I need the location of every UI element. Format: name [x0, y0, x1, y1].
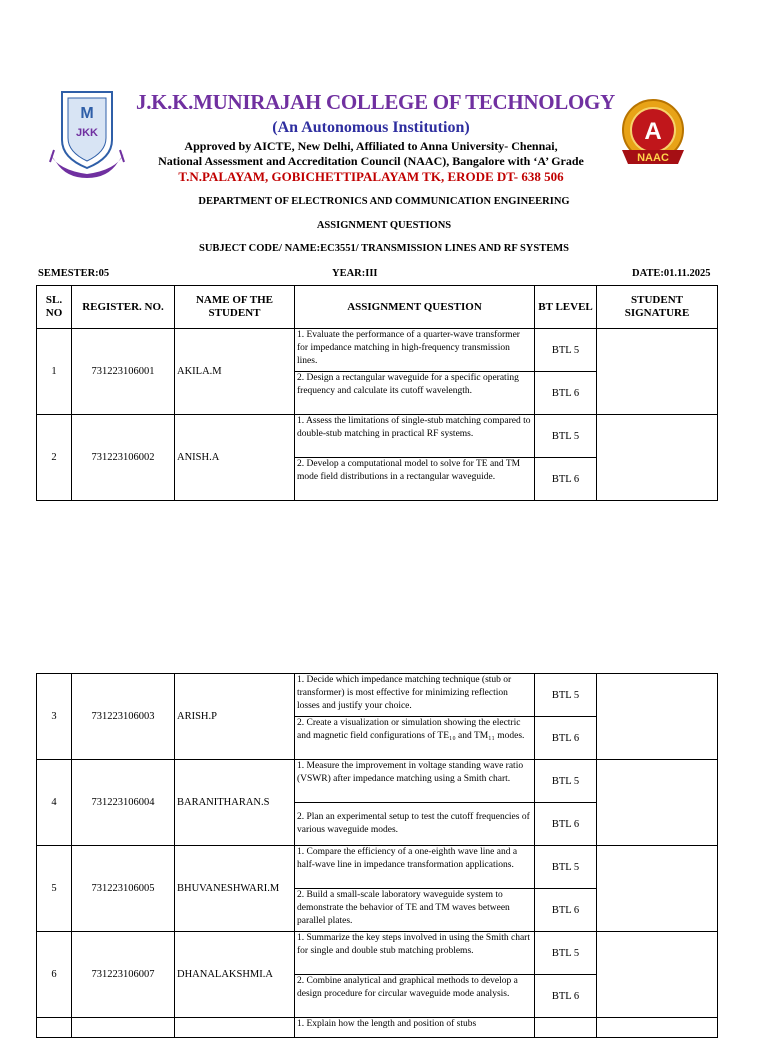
col-register-no: REGISTER. NO. [72, 286, 175, 329]
logo-left-text: JKK [75, 127, 99, 139]
register-no-cell: 731223106003 [72, 674, 175, 760]
register-no-cell: 731223106007 [72, 932, 175, 1018]
approval-line-1: Approved by AICTE, New Delhi, Affiliated to Anna University- Chennai, [184, 139, 558, 153]
question-cell: 1. Evaluate the performance of a quarter-wave transformer for impedance matching in high-frequency transmission lines. [295, 329, 535, 372]
semester-label: SEMESTER:05 [38, 268, 110, 279]
naac-grade-letter: A [644, 118, 662, 145]
question-cell: 2. Combine analytical and graphical methods to develop a design procedure for circular waveguide mode analysis. [295, 975, 535, 1018]
table-row [37, 846, 718, 889]
college-name: J.K.K.MUNIRAJAH COLLEGE OF TECHNOLOGY [136, 90, 615, 114]
sl-no-cell: 2 [37, 415, 72, 501]
assignment-table-2 [36, 673, 718, 1038]
department-name: DEPARTMENT OF ELECTRONICS AND COMMUNICATION ENGINEERING [198, 196, 570, 207]
naac-badge-icon [612, 94, 694, 176]
approval-text [136, 139, 606, 169]
question-cell: 2. Design a rectangular waveguide for a specific operating frequency and calculate its cutoff wavelength. [295, 372, 535, 415]
col-assignment-question: ASSIGNMENT QUESTION [295, 286, 535, 329]
table-header-row [37, 286, 718, 329]
sl-no-cell: 3 [37, 674, 72, 760]
bt-level-cell: BTL 6 [535, 372, 597, 415]
bt-level-cell: BTL 5 [535, 415, 597, 458]
sl-no-cell: 6 [37, 932, 72, 1018]
bt-level-cell [535, 1018, 597, 1038]
signature-cell[interactable] [597, 760, 718, 846]
student-name-cell: ARISH.P [175, 674, 295, 760]
date-label: DATE:01.11.2025 [632, 268, 711, 279]
register-no-cell [72, 1018, 175, 1038]
question-cell: 2. Develop a computational model to solve for TE and TM mode field distributions in a rectangular waveguide. [295, 458, 535, 501]
approval-line-2: National Assessment and Accreditation Council (NAAC), Bangalore with ‘A’ Grade [158, 154, 584, 168]
table-row [37, 329, 718, 372]
table-row [37, 932, 718, 975]
student-name-cell: BHUVANESHWARI.M [175, 846, 295, 932]
register-no-cell: 731223106002 [72, 415, 175, 501]
document-header [0, 0, 768, 290]
student-name-cell: DHANALAKSHMI.A [175, 932, 295, 1018]
bt-level-cell: BTL 6 [535, 803, 597, 846]
register-no-cell: 731223106005 [72, 846, 175, 932]
signature-cell[interactable] [597, 846, 718, 932]
question-cell: 1. Measure the improvement in voltage standing wave ratio (VSWR) after impedance matching using a Smith chart. [295, 760, 535, 803]
bt-level-cell: BTL 5 [535, 760, 597, 803]
student-name-cell: AKILA.M [175, 329, 295, 415]
college-logo-icon [48, 88, 126, 180]
student-name-cell: ANISH.A [175, 415, 295, 501]
college-logo [48, 88, 126, 180]
student-name-cell [175, 1018, 295, 1038]
naac-badge [612, 94, 694, 176]
bt-level-cell: BTL 5 [535, 674, 597, 717]
signature-cell[interactable] [597, 415, 718, 501]
sl-no-cell: 5 [37, 846, 72, 932]
subject-line: SUBJECT CODE/ NAME:EC3551/ TRANSMISSION LINES AND RF SYSTEMS [198, 243, 569, 254]
autonomous-status: (An Autonomous Institution) [272, 119, 470, 136]
sl-no-cell: 1 [37, 329, 72, 415]
question-cell: 2. Plan an experimental setup to test the cutoff frequencies of various waveguide modes. [295, 803, 535, 846]
document-title: ASSIGNMENT QUESTIONS [316, 220, 452, 231]
svg-text:M: M [80, 105, 94, 122]
college-location: T.N.PALAYAM, GOBICHETTIPALAYAM TK, ERODE DT- 638 506 [178, 169, 564, 184]
bt-level-cell: BTL 6 [535, 975, 597, 1018]
bt-level-cell: BTL 5 [535, 329, 597, 372]
question-cell: 1. Decide which impedance matching technique (stub or transformer) is most effective for minimizing reflection losses and justify your choice. [295, 674, 535, 717]
signature-cell[interactable] [597, 932, 718, 1018]
question-cell: 2. Build a small-scale laboratory waveguide system to demonstrate the behavior of TE and TM waves between parallel plates. [295, 889, 535, 932]
question-cell: 1. Summarize the key steps involved in using the Smith chart for single and double stub matching problems. [295, 932, 535, 975]
sl-no-cell: 4 [37, 760, 72, 846]
bt-level-cell: BTL 6 [535, 458, 597, 501]
table-row-partial [37, 1018, 718, 1038]
year-label: YEAR:III [332, 268, 378, 279]
question-cell: 2. Create a visualization or simulation showing the electric and magnetic field configurations of TE₁₀ and TM₁₁ modes. [295, 717, 535, 760]
signature-cell[interactable] [597, 674, 718, 760]
signature-cell[interactable] [597, 329, 718, 415]
register-no-cell: 731223106001 [72, 329, 175, 415]
bt-level-cell: BTL 5 [535, 846, 597, 889]
register-no-cell: 731223106004 [72, 760, 175, 846]
question-cell: 1. Explain how the length and position of stubs [295, 1018, 535, 1038]
table-row [37, 674, 718, 717]
student-name-cell: BARANITHARAN.S [175, 760, 295, 846]
question-cell: 1. Compare the efficiency of a one-eighth wave line and a half-wave line in impedance transformation applications. [295, 846, 535, 889]
col-sl-no: SL. NO [37, 286, 72, 329]
table-row [37, 415, 718, 458]
bt-level-cell: BTL 6 [535, 717, 597, 760]
bt-level-cell: BTL 5 [535, 932, 597, 975]
col-bt-level: BT LEVEL [535, 286, 597, 329]
table-row [37, 760, 718, 803]
col-student-signature: STUDENT SIGNATURE [597, 286, 718, 329]
assignment-table-1 [36, 285, 718, 501]
signature-cell[interactable] [597, 1018, 718, 1038]
question-cell: 1. Assess the limitations of single-stub matching compared to double-stub matching in practical RF systems. [295, 415, 535, 458]
bt-level-cell: BTL 6 [535, 889, 597, 932]
naac-label: NAAC [637, 152, 669, 164]
sl-no-cell [37, 1018, 72, 1038]
col-student-name: NAME OF THE STUDENT [175, 286, 295, 329]
